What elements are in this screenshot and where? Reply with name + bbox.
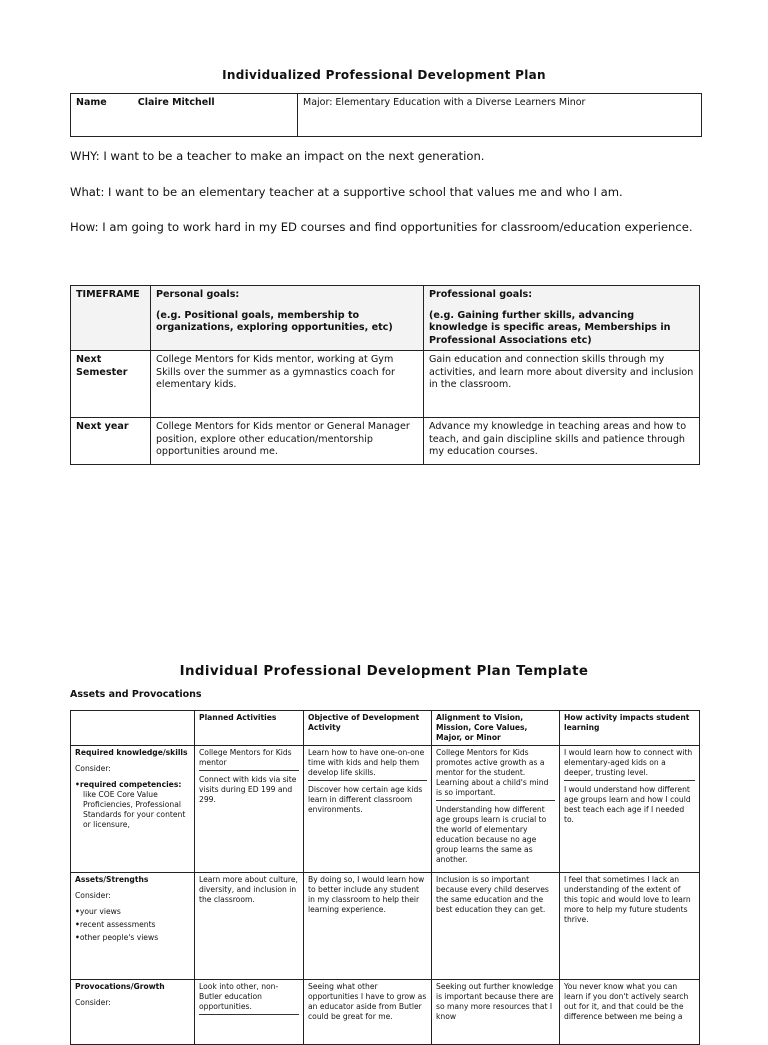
objective-item: Discover how certain age kids learn in different classroom environments. xyxy=(308,785,423,814)
personal-goal-cell: College Mentors for Kids mentor, working at Gym Skills over the summer as a gymnastics coach for elementary kids. xyxy=(151,351,424,418)
name-value: Claire Mitchell xyxy=(137,97,215,108)
planned-cell xyxy=(195,980,304,1045)
impact-cell xyxy=(560,746,700,873)
major-cell xyxy=(298,94,702,137)
goals-table xyxy=(70,285,700,465)
competencies-item: •required competencies: like COE Core Value Proficiencies, Professional Standards for your content or licensure, xyxy=(75,780,190,830)
list-item: •your views xyxy=(75,907,121,916)
objective-cell xyxy=(304,746,432,873)
professional-goals-header xyxy=(424,286,700,351)
bullet-icon: • xyxy=(75,920,80,929)
table-row xyxy=(71,980,700,1045)
name-label: Name xyxy=(76,97,107,108)
table-row xyxy=(71,418,700,465)
row-label-header xyxy=(71,711,195,746)
consider-text: Consider: xyxy=(75,891,111,900)
planned-activities-header: Planned Activities xyxy=(195,711,304,746)
impact-cell: You never know what you can learn if you don't actively search out for it, and that could be the difference between me being a xyxy=(560,980,700,1045)
name-major-table xyxy=(70,93,702,137)
planned-item: Look into other, non-Butler education opportunities. xyxy=(199,982,279,1011)
professional-goals-title: Professional goals: xyxy=(429,289,533,300)
professional-goal-cell: Gain education and connection skills through my activities, and learn more about diversity and inclusion in the classroom. xyxy=(424,351,700,418)
timeframe-cell: Next year xyxy=(71,418,151,465)
alignment-cell xyxy=(432,746,560,873)
assets-label-cell xyxy=(71,873,195,980)
required-label-cell xyxy=(71,746,195,873)
table-row xyxy=(71,746,700,873)
alignment-item: Understanding how different age groups learn is crucial to the world of elementary education because no age group learns the same as another. xyxy=(436,805,547,864)
planned-item: Connect with kids via site visits during ED 199 and 299. xyxy=(199,775,297,804)
personal-goals-example: (e.g. Positional goals, membership to organizations, exploring opportunities, etc) xyxy=(156,309,393,333)
alignment-item: College Mentors for Kids promotes active growth as a mentor for the student. Learning about a child's mind is so important. xyxy=(436,748,549,797)
major-text: Major: Elementary Education with a Diverse Learners Minor xyxy=(303,97,586,108)
alignment-cell: Seeking out further knowledge is important because there are so many more resources that I know xyxy=(432,980,560,1045)
timeframe-cell: Next Semester xyxy=(71,351,151,418)
template-title: Individual Professional Development Plan Template xyxy=(179,664,589,679)
what-statement: What: I want to be an elementary teacher at a supportive school that values me and who I am. xyxy=(70,185,623,199)
objective-cell: By doing so, I would learn how to better include any student in my classroom to help their learning experience. xyxy=(304,873,432,980)
list-item: •recent assessments xyxy=(75,920,156,929)
template-table xyxy=(70,710,700,1045)
personal-goals-title: Personal goals: xyxy=(156,289,240,300)
competencies-label: required competencies xyxy=(79,780,179,789)
objective-header: Objective of Development Activity xyxy=(304,711,432,746)
objective-cell: Seeing what other opportunities I have to grow as an educator aside from Butler could be great for me. xyxy=(304,980,432,1045)
bullet-icon: • xyxy=(75,933,80,942)
plan-title: Individualized Professional Development Plan xyxy=(222,68,546,82)
assets-strengths-label: Assets/Strengths xyxy=(75,875,149,884)
competencies-text: like COE Core Value Proficiencies, Professional Standards for your content or licensure, xyxy=(83,790,186,829)
planned-cell xyxy=(195,746,304,873)
assets-consider-list xyxy=(75,907,190,943)
how-statement: How: I am going to work hard in my ED courses and find opportunities for classroom/education experience. xyxy=(70,220,693,234)
personal-goals-header xyxy=(151,286,424,351)
bullet-icon: • xyxy=(75,907,80,916)
table-row xyxy=(71,873,700,980)
impact-header: How activity impacts student learning xyxy=(560,711,700,746)
planned-cell: Learn more about culture, diversity, and inclusion in the classroom. xyxy=(195,873,304,980)
impact-cell: I feel that sometimes I lack an understanding of the extent of this topic and would love to learn more to help my future students thrive. xyxy=(560,873,700,980)
consider-text: Consider: xyxy=(75,764,111,773)
alignment-cell: Inclusion is so important because every child deserves the same education and the best education they can get. xyxy=(432,873,560,980)
impact-item: I would learn how to connect with elementary-aged kids on a deeper, trusting level. xyxy=(564,748,693,777)
list-item: •other people's views xyxy=(75,933,159,942)
table-row xyxy=(71,351,700,418)
bullet-icon: • xyxy=(75,780,80,789)
consider-text: Consider: xyxy=(75,998,111,1007)
provocations-growth-label: Provocations/Growth xyxy=(75,982,165,991)
alignment-header: Alignment to Vision, Mission, Core Values, Major, or Minor xyxy=(432,711,560,746)
name-cell xyxy=(71,94,298,137)
personal-goal-cell: College Mentors for Kids mentor or General Manager position, explore other education/mentorship opportunities around me. xyxy=(151,418,424,465)
timeframe-header: TIMEFRAME xyxy=(71,286,151,351)
required-label: Required knowledge/skills xyxy=(75,748,188,757)
why-statement: WHY: I want to be a teacher to make an impact on the next generation. xyxy=(70,149,485,163)
assets-provocations-label: Assets and Provocations xyxy=(70,689,202,700)
professional-goals-example: (e.g. Gaining further skills, advancing knowledge is specific areas, Memberships in Professional Associations etc) xyxy=(429,309,671,346)
provocations-label-cell xyxy=(71,980,195,1045)
impact-item: I would understand how different age groups learn and how I could best teach each age if I needed to. xyxy=(564,785,691,824)
planned-item: College Mentors for Kids mentor xyxy=(199,748,292,767)
professional-goal-cell: Advance my knowledge in teaching areas and how to teach, and gain discipline skills and patience through my education courses. xyxy=(424,418,700,465)
objective-item: Learn how to have one-on-one time with kids and help them develop life skills. xyxy=(308,748,425,777)
